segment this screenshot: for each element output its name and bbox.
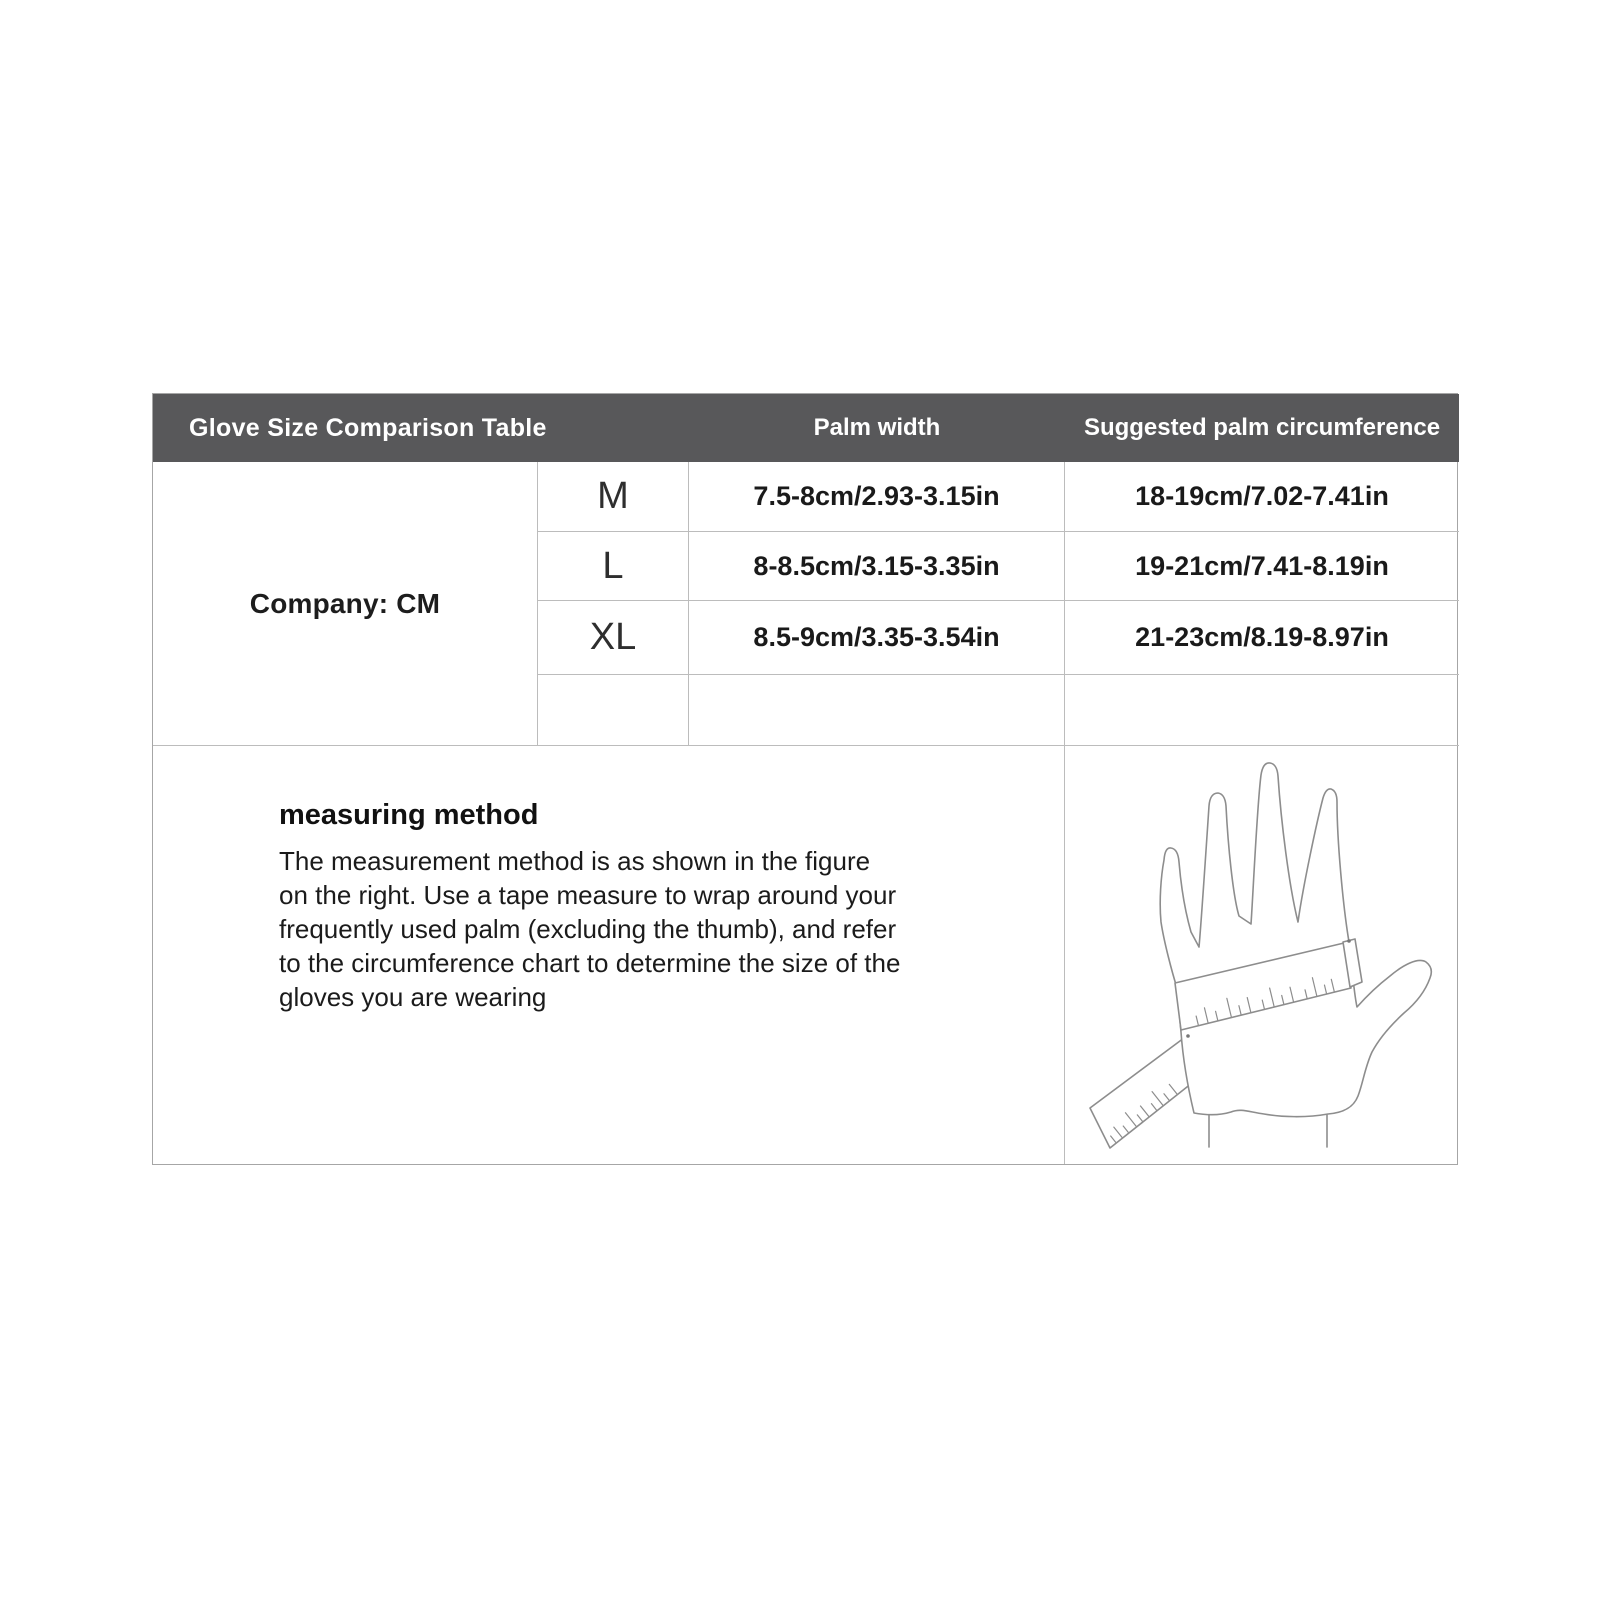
measuring-method-line: The measurement method is as shown in the figure (279, 846, 871, 876)
glove-size-table (152, 393, 1458, 1165)
palm-width-cell-m: 7.5-8cm/2.93-3.15in (689, 462, 1065, 532)
palm-width-cell-empty (689, 675, 1065, 746)
size-cell-xl: XL (538, 601, 689, 675)
measuring-method-line: gloves you are wearing (279, 982, 547, 1012)
company-cell: Company: CM (153, 462, 538, 746)
table-title: Glove Size Comparison Table (153, 394, 689, 462)
size-cell-m: M (538, 462, 689, 532)
circumference-cell-empty (1065, 675, 1459, 746)
measuring-method-line: on the right. Use a tape measure to wrap around your (279, 880, 897, 910)
size-cell-empty (538, 675, 689, 746)
circumference-cell-m: 18-19cm/7.02-7.41in (1065, 462, 1459, 532)
column-header-palm-width: Palm width (689, 394, 1065, 462)
measuring-method-section (153, 746, 1065, 1164)
circumference-cell-l: 19-21cm/7.41-8.19in (1065, 532, 1459, 601)
size-cell-l: L (538, 532, 689, 601)
circumference-cell-xl: 21-23cm/8.19-8.97in (1065, 601, 1459, 675)
measuring-method-line: frequently used palm (excluding the thumb), and refer (279, 914, 897, 944)
measuring-method-line: to the circumference chart to determine the size of the (279, 948, 901, 978)
measuring-method-heading: measuring method (279, 799, 539, 831)
palm-width-cell-xl: 8.5-9cm/3.35-3.54in (689, 601, 1065, 675)
hand-illustration-cell (1065, 746, 1459, 1164)
hand-tape-measure-illustration (1065, 746, 1458, 1166)
column-header-circumference: Suggested palm circumference (1065, 394, 1459, 462)
palm-width-cell-l: 8-8.5cm/3.15-3.35in (689, 532, 1065, 601)
